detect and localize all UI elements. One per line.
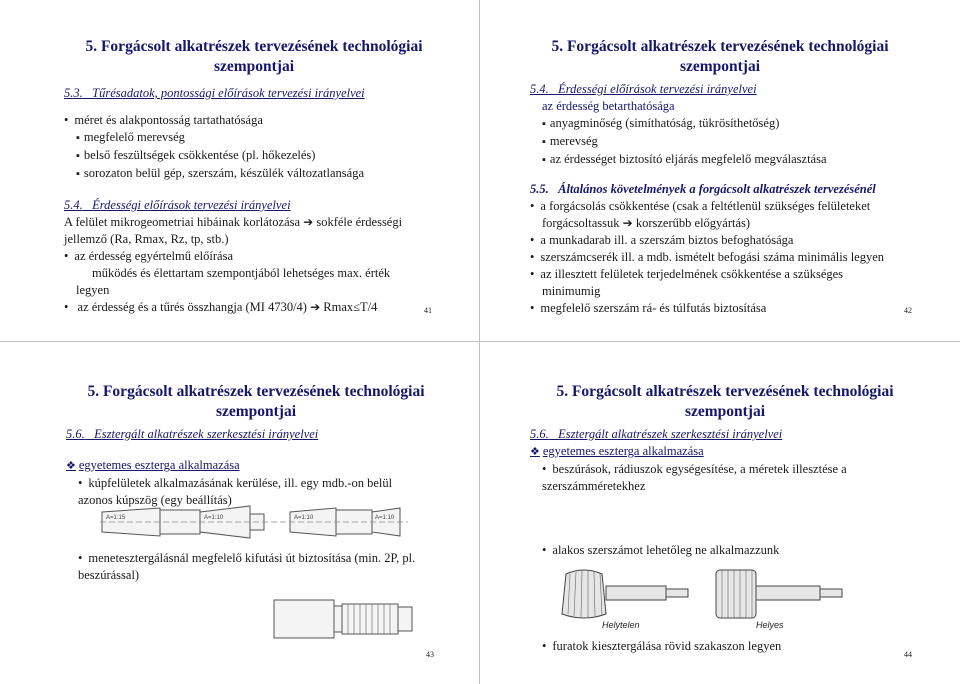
list-item: ▪ megfelelő merevség [64,129,444,147]
list-item: szerszámméretekhez [542,479,646,493]
list-item: ▪ anyagminőség (simíthatóság, tükrösíthetőség) [530,115,910,133]
slide-title: 5. Forgácsolt alkatrészek tervezésének technológiai szempontjai [551,38,889,75]
section-heading: 5.3. Tűrésadatok, pontossági előírások tervezési irányelvei [64,86,365,100]
taper-shafts-figure [100,500,410,544]
list-item: • alakos szerszámot lehetőleg ne alkalmazzunk [542,542,922,559]
list-item: az érdesség betarthatósága [542,99,675,113]
list-item: • az illesztett felületek terjedelmének csökkentése a szükséges [530,266,910,283]
list-item: • furatok kiesztergálása rövid szakaszon legyen [542,638,922,655]
section-heading: 5.4. Érdességi előírások tervezési irányelvei [64,198,291,212]
list-item: ▪ belső feszültségek csökkentése (pl. hőkezelés) [64,147,444,165]
list-item: beszúrással) [78,568,140,582]
list-item: • megfelelő szerszám rá- és túlfutás biztosítása [530,300,910,317]
figure-label-incorrect: Helytelen [602,620,640,630]
list-item: ▪ sorozaton belül gép, szerszám, készülék változatlansága [64,165,444,183]
knob-figure [556,560,856,632]
list-item: • a forgácsolás csökkentése (csak a feltétlenül szükséges felületeket [530,198,910,215]
taper-label: A=1:15 [106,515,126,521]
slide-44-bullets [542,542,922,559]
horizontal-divider [0,341,960,342]
slide-43 [66,382,446,509]
list-item: azonos kúpszög (egy beállítás) [78,493,232,507]
list-item: ❖ egyetemes esztergа alkalmazása [66,457,446,475]
vertical-divider [479,0,480,684]
list-item: ❖ egyetemes esztergа alkalmazása [530,443,920,461]
slide-41 [64,37,444,316]
paragraph: jellemző (Ra, Rmax, Rz, tp, stb.) [64,232,229,246]
list-item: minimumig [542,284,601,298]
list-item: • kúpfelületek alkalmazásának kerülése, ill. egy mdb.-on belül [66,475,446,492]
slide-title: 5. Forgácsolt alkatrészek tervezésének technológiai szempontjai [85,38,423,75]
list-item: • az érdesség egyértelmű előírása [64,248,444,265]
list-item: ▪ az érdességet biztosító eljárás megfelelő megválasztása [530,151,910,169]
figure-label-correct: Helyes [756,620,784,630]
taper-label: A=1:10 [294,515,314,521]
list-item: • az érdesség és a tűrés összhangja (MI 4730/4) ➔ Rmax≤T/4 [64,299,444,316]
page-number: 43 [426,650,434,659]
page-number: 44 [904,650,912,659]
list-item: • szerszámcserék ill. a mdb. ismételt befogási száma minimális legyen [530,249,910,266]
list-item: • beszúrások, rádiuszok egységesítése, a méretek illesztése a [530,461,920,478]
section-heading: 5.6. Esztergált alkatrészek szerkesztési irányelvei [530,427,783,441]
list-item: legyen [76,283,110,297]
taper-label: A=1:10 [204,515,224,521]
list-item: forgácsoltassuk ➔ korszerűbb előgyártás) [542,216,751,230]
section-heading: 5.4. Érdességi előírások tervezési irányelvei [530,82,757,96]
list-item: • a munkadarab ill. a szerszám biztos befoghatósága [530,232,910,249]
list-item: • menetesztergálásnál megfelelő kifutási út biztosítása (min. 2P, pl. [66,550,446,567]
list-item: ▪ merevség [530,133,910,151]
slide-44 [530,382,920,495]
list-item: • méret és alakpontosság tartathatósága [64,112,444,129]
slide-44-bullets-2 [542,638,922,655]
taper-label: A=1:10 [375,515,395,521]
slide-title: 5. Forgácsolt alkatrészek tervezésének technológiai szempontjai [87,383,425,420]
slide-43-bullets [66,550,446,584]
section-heading: 5.6. Esztergált alkatrészek szerkesztési irányelvei [66,427,319,441]
page-number: 41 [424,306,432,315]
thread-shaft-figure [272,594,422,644]
list-item: működés és élettartam szempontjából lehetséges max. érték [92,266,391,280]
page-number: 42 [904,306,912,315]
section-heading: 5.5. Általános követelmények a forgácsolt alkatrészek tervezésénél [530,182,876,196]
paragraph: A felület mikrogeometriai hibáinak korlátozása ➔ sokféle érdességi [64,215,403,229]
slide-title: 5. Forgácsolt alkatrészek tervezésének technológiai szempontjai [556,383,894,420]
slide-42 [530,37,910,317]
